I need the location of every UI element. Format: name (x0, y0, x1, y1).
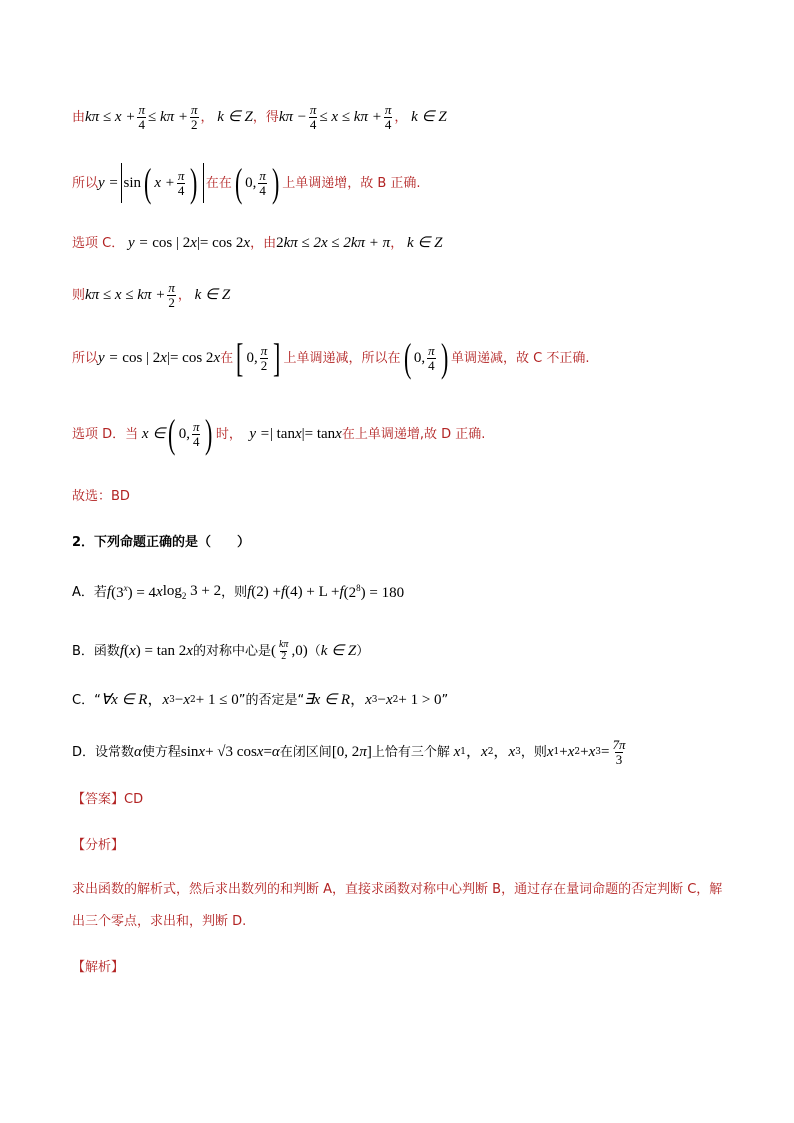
solution-heading: 【解析】 (72, 960, 125, 975)
text: 在在 (205, 175, 232, 191)
text: B．函数 (72, 643, 120, 659)
text: ，则 (520, 744, 547, 760)
text: 所以 (72, 350, 99, 366)
derivation-line-2: 所以 y = sin ( x + $\frac{\pi}{4}$ ) 在在 ( 0, $\frac{\pi}{4}$ ) 上单调递增，故 B 正确. (72, 160, 421, 205)
option-b: B．函数 f ( x ) = tan 2 x 的对称中心是 ( $\frac{k\pi}{2}$ ,0) （ k ∈ Z ） (72, 639, 370, 662)
text: A．若 (72, 585, 107, 600)
choice-line: 故选：BD (72, 489, 130, 504)
answer-label: 【答案】CD (72, 792, 144, 807)
text: 的对称中心是 (192, 643, 271, 659)
text: 选项 C． (72, 236, 125, 251)
text: ，得 (252, 109, 279, 125)
analysis-heading: 【分析】 (72, 838, 125, 853)
text: ，由 (250, 236, 277, 251)
text: ”的否定是“ (238, 693, 305, 708)
derivation-line-5: 所以 y = cos | 2 x |= cos 2 x 在 [ 0, $\frac{\pi}{2}$ ] 上单调递减，所以在 ( 0, $\frac{\pi}{4}$ ) 单调递减，故 C 不正确. (72, 335, 590, 380)
text: 选项 D．当 (72, 426, 139, 442)
text: 时， (215, 426, 242, 442)
derivation-line-4: 则 kπ ≤ x ≤ kπ + $\frac{\pi}{2}$ ， k ∈ Z (72, 280, 231, 310)
text: 上单调递增，故 B 正确. (282, 175, 421, 191)
text: 使方程 (141, 744, 181, 760)
text: 在闭区间 (279, 744, 332, 760)
text: 所以 (72, 175, 99, 191)
text: ） (356, 643, 370, 659)
option-c: C．“ ∀x ∈ R ， x 3 − x 2 + 1 ≤ 0 ”的否定是“ ∃x ∈ R ， x 3 − x 2 + 1 > 0 ” (72, 692, 449, 708)
text: ” (441, 693, 449, 708)
text: D．设常数 (72, 744, 135, 760)
text: C．“ (72, 693, 101, 708)
text: 单调递减，故 C 不正确. (450, 350, 590, 366)
text: （ (307, 643, 321, 659)
text: 上恰有三个解 (371, 744, 450, 760)
option-d: D．设常数 α 使方程 sin x + √3 cos x = α 在闭区间 [0, 2 π ] 上恰有三个解 x 1 ， x 2 ， x 3 ，则 x 1 + x 2 + x 3 = $\frac{7\pi}{3}$ (72, 737, 626, 767)
text: 由 (72, 109, 86, 125)
option-a: A．若 f $(3^x) = 4$ x $\log_2 3 + 2$ ，则 f (2) + f (4) + L + f $(2^8) = 180$ (72, 583, 405, 601)
text: 在 (220, 350, 234, 366)
text: ， (394, 109, 408, 125)
text: ，则 (221, 585, 248, 600)
derivation-line-6: 选项 D．当 x ∈ ( 0, $\frac{\pi}{4}$ ) 时， y = | tan x |= tan x 在上单调递增,故 D 正确. (72, 411, 486, 456)
text: ， (177, 287, 191, 303)
text: 上单调递减，所以在 (283, 350, 401, 366)
text: 则 (72, 287, 86, 303)
derivation-line-3: 选项 C． y = cos | 2 x |= cos 2 x ，由 2 kπ ≤ 2x ≤ 2kπ + π ， k ∈ Z (72, 235, 443, 251)
question-2-stem: 2．下列命题正确的是（ ） (72, 535, 251, 550)
text: ， (200, 109, 214, 125)
text: 在上单调递增,故 D 正确. (341, 426, 486, 442)
analysis-text: 求出函数的解析式，然后求出数列的和判断 A，直接求函数对称中心判断 B，通过存在量词命题的否定判断 C，解出三个零点，求出和，判断 D. (72, 882, 723, 929)
text: ， (390, 236, 404, 251)
derivation-line-1: 由 kπ ≤ x + $\frac{\pi}{4}$ ≤ kπ + $\frac{\pi}{2}$ ， k ∈ Z ，得 kπ − $\frac{\pi}{4}$ ≤ x ≤ kπ + $\frac{\pi}{4}$ ， k ∈ Z (72, 102, 447, 132)
